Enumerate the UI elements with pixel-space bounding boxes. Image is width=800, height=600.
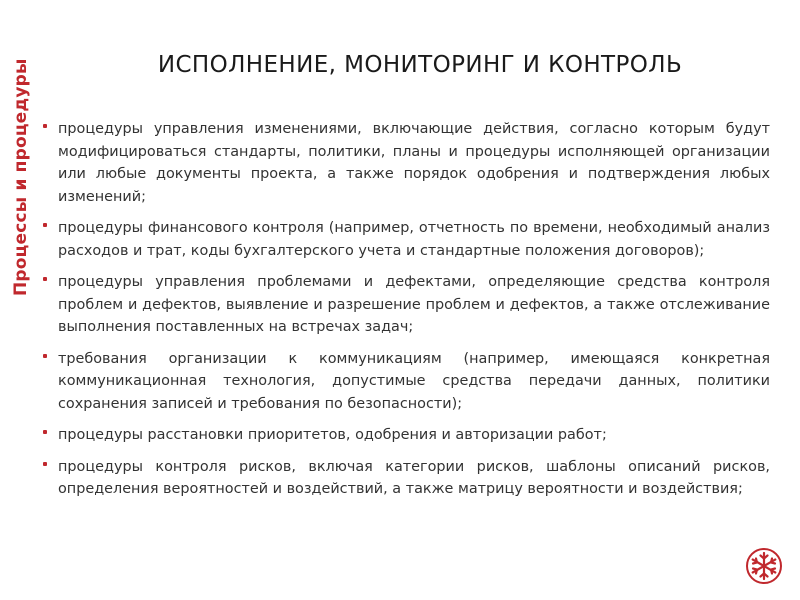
- bullet-text: процедуры финансового контроля (например, отчетность по времени, необходимый анализ расходов и трат, коды бухгалтерского учета и стандартные положения договоров);: [58, 220, 770, 259]
- bullet-marker-icon: [43, 462, 47, 466]
- list-item: [40, 424, 770, 447]
- bullet-marker-icon: [43, 223, 47, 227]
- bullet-text: процедуры управления проблемами и дефектами, определяющие средства контроля проблем и дефектов, выявление и разрешение проблем и дефектов, а также отслеживание выполнения поставленных на встречах задач;: [58, 274, 770, 335]
- slide-title: ИСПОЛНЕНИЕ, МОНИТОРИНГ И КОНТРОЛЬ: [157, 52, 683, 78]
- bullet-marker-icon: [43, 277, 47, 281]
- list-item: [40, 217, 770, 262]
- list-item: [40, 456, 770, 501]
- side-title: Процессы и процедуры: [11, 58, 31, 296]
- side-band: [0, 0, 42, 600]
- bullet-text: процедуры расстановки приоритетов, одобрения и авторизации работ;: [58, 427, 607, 443]
- bullet-marker-icon: [43, 430, 47, 434]
- snowflake-logo-icon: [744, 546, 784, 586]
- bullet-list: [40, 118, 770, 510]
- bullet-text: требования организации к коммуникациям (например, имеющаяся конкретная коммуникационная технология, допустимые средства передачи данных, политики сохранения записей и требования по безопасности);: [58, 350, 770, 412]
- list-item: [40, 348, 770, 416]
- bullet-marker-icon: [43, 354, 47, 358]
- bullet-text: процедуры управления изменениями, включающие действия, согласно которым будут модифицироваться стандарты, политики, планы и процедуры исполняющей организации или любые документы проекта, а также порядок одобрения и подтверждения любых изменений;: [58, 121, 770, 205]
- bullet-text: процедуры контроля рисков, включая категории рисков, шаблоны описаний рисков, определения вероятностей и воздействий, а также матрицу вероятности и воздействия;: [58, 458, 770, 497]
- bullet-marker-icon: [43, 124, 47, 128]
- list-item: [40, 271, 770, 339]
- list-item: [40, 118, 770, 208]
